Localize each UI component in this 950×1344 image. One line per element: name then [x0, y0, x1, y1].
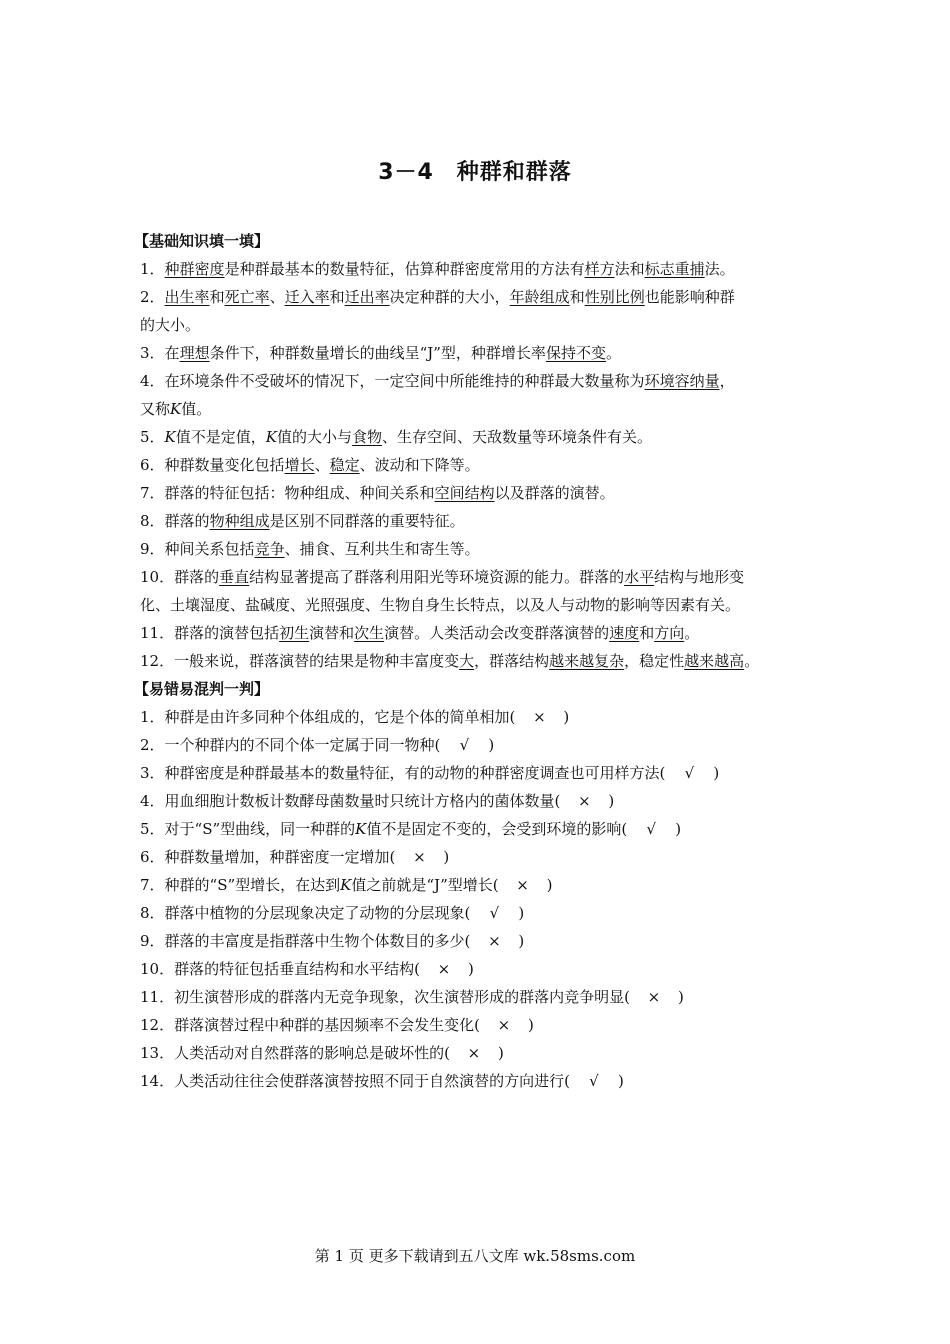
- cross-mark: ×: [437, 960, 451, 978]
- item-number: 9．: [140, 932, 165, 950]
- blank-answer: 食物: [352, 428, 383, 446]
- section-heading-basics: 【基础知识填一填】: [134, 232, 270, 250]
- text-segment: 和: [639, 624, 655, 642]
- close-paren: ): [518, 932, 525, 950]
- close-paren: ): [527, 1016, 534, 1034]
- statement-text: 种群是由许多同种个体组成的，它是个体的简单相加(: [164, 708, 516, 726]
- close-paren: ): [608, 792, 615, 810]
- blank-answer: 性别比例: [584, 288, 645, 306]
- blank-answer: 稳定: [329, 456, 360, 474]
- judge-item-4: [140, 787, 830, 815]
- blank-answer: 迁出率: [344, 288, 390, 306]
- blank-answer: 理想: [179, 344, 210, 362]
- text-segment: 种间关系包括: [164, 540, 255, 558]
- text-segment: 决定种群的大小，: [389, 288, 510, 306]
- blank-answer: 空间结构: [434, 484, 495, 502]
- text-segment: 和: [329, 288, 345, 306]
- statement-text: 值不是固定不变的，会受到环境的影响(: [366, 820, 628, 838]
- text-segment: 以及群落的演替。: [494, 484, 615, 502]
- blank-answer: 方向: [654, 624, 685, 642]
- blank-answer: 出生率: [164, 288, 210, 306]
- text-segment: 群落的: [164, 512, 210, 530]
- item-number: 7．: [140, 484, 165, 502]
- fill-item-12: [140, 647, 830, 675]
- cross-mark: ×: [488, 932, 501, 950]
- judge-item-5: [140, 815, 830, 843]
- item-number: 11．: [140, 988, 175, 1006]
- blank-answer: 水平: [624, 568, 655, 586]
- text-segment: 值的大小与: [277, 428, 353, 446]
- judge-item-3: [140, 759, 830, 787]
- text-segment: 和: [209, 288, 225, 306]
- text-segment: 。: [605, 344, 621, 362]
- close-paren: ): [497, 1044, 504, 1062]
- item-number: 9．: [140, 540, 165, 558]
- item-number: 11．: [140, 624, 175, 642]
- text-segment: 化、土壤湿度、盐碱度、光照强度、生物自身生长特点，以及人与动物的影响等因素有关。: [140, 596, 741, 614]
- judge-item-6: [140, 843, 830, 871]
- fill-item-3: [140, 339, 830, 367]
- judge-item-2: [140, 731, 830, 759]
- text-segment: 群落的: [174, 568, 220, 586]
- close-paren: ): [467, 960, 474, 978]
- statement-text: 人类活动往往会使群落演替按照不同于自然演替的方向进行(: [174, 1072, 570, 1090]
- judge-item-9: [140, 927, 830, 955]
- judge-item-13: [140, 1039, 830, 1067]
- judge-item-14: [140, 1067, 830, 1095]
- blank-answer: 标志重捕: [644, 260, 705, 278]
- judge-item-10: [140, 955, 830, 983]
- fill-item-10-continued: [140, 591, 830, 619]
- text-segment: 群落的演替包括: [174, 624, 280, 642]
- blank-answer: 增长: [284, 456, 315, 474]
- fill-item-7: [140, 479, 830, 507]
- statement-text: 初生演替形成的群落内无竞争现象，次生演替形成的群落内竞争明显(: [174, 988, 630, 1006]
- text-segment: 在: [164, 344, 180, 362]
- blank-answer: 种群密度: [164, 260, 225, 278]
- fill-item-10: [140, 563, 830, 591]
- item-number: 8．: [140, 904, 165, 922]
- item-number: 10．: [140, 960, 175, 978]
- text-segment: 是种群最基本的数量特征，估算种群密度常用的方法有: [224, 260, 585, 278]
- item-number: 3．: [140, 764, 165, 782]
- item-number: 3．: [140, 344, 165, 362]
- fill-item-9: [140, 535, 830, 563]
- section-heading-judge: 【易错易混判一判】: [134, 680, 270, 698]
- blank-answer: 死亡率: [224, 288, 270, 306]
- blank-answer: 竞争: [254, 540, 285, 558]
- text-segment: 群落的特征包括：物种组成、种间关系和: [164, 484, 435, 502]
- statement-text: 群落中植物的分层现象决定了动物的分层现象(: [164, 904, 471, 922]
- cross-mark: ×: [467, 1044, 481, 1062]
- k-symbol: K: [340, 876, 352, 894]
- blank-answer: 样方: [584, 260, 615, 278]
- statement-text: 值之前就是“J”型增长(: [351, 876, 499, 894]
- close-paren: ): [443, 848, 450, 866]
- blank-answer: 大: [459, 652, 475, 670]
- judge-item-8: [140, 899, 830, 927]
- blank-answer: 越来越高: [684, 652, 745, 670]
- text-segment: ，稳定性: [624, 652, 685, 670]
- text-segment: ，群落结构: [474, 652, 550, 670]
- text-segment: 、波动和下降等。: [359, 456, 480, 474]
- statement-text: 一个种群内的不同个体一定属于同一物种(: [164, 736, 441, 754]
- item-number: 7．: [140, 876, 165, 894]
- text-segment: 、: [314, 456, 330, 474]
- cross-mark: ×: [578, 792, 591, 810]
- close-paren: ): [677, 988, 684, 1006]
- item-number: 1．: [140, 260, 165, 278]
- fill-item-11: [140, 619, 830, 647]
- fill-item-2-continued: [140, 311, 830, 339]
- check-mark: √: [684, 764, 695, 782]
- item-number: 6．: [140, 848, 165, 866]
- text-segment: 结构与地形变: [654, 568, 745, 586]
- page-title: 3－4 种群和群落: [378, 160, 572, 185]
- blank-answer: 速度: [609, 624, 640, 642]
- page-footer: 第 1 页 更多下载请到五八文库 wk.58sms.com: [314, 1247, 636, 1265]
- item-number: 8．: [140, 512, 165, 530]
- item-number: 12．: [140, 1016, 175, 1034]
- fill-item-4-continued: [140, 395, 830, 423]
- blank-answer: 环境容纳量: [644, 372, 720, 390]
- statement-text: 种群的“S”型增长，在达到: [164, 876, 341, 894]
- item-number: 1．: [140, 708, 165, 726]
- item-number: 14．: [140, 1072, 175, 1090]
- text-segment: 法。: [704, 260, 735, 278]
- item-number: 13．: [140, 1044, 175, 1062]
- text-segment: ，: [719, 372, 735, 390]
- text-segment: 种群数量变化包括: [164, 456, 285, 474]
- statement-text: 用血细胞计数板计数酵母菌数量时只统计方格内的菌体数量(: [164, 792, 561, 810]
- fill-item-8: [140, 507, 830, 535]
- statement-text: 种群密度是种群最基本的数量特征，有的动物的种群密度调查也可用样方法(: [164, 764, 666, 782]
- k-symbol: K: [355, 820, 367, 838]
- fill-item-4: [140, 367, 830, 395]
- statement-text: 群落的特征包括垂直结构和水平结构(: [174, 960, 420, 978]
- close-paren: ): [675, 820, 682, 838]
- cross-mark: ×: [413, 848, 426, 866]
- cross-mark: ×: [497, 1016, 511, 1034]
- text-segment: 结构显著提高了群落利用阳光等环境资源的能力。群落的: [249, 568, 625, 586]
- text-segment: 。: [744, 652, 760, 670]
- blank-answer: 越来越复杂: [549, 652, 625, 670]
- blank-answer: 次生: [354, 624, 385, 642]
- statement-text: 人类活动对自然群落的影响总是破坏性的(: [174, 1044, 450, 1062]
- text-segment: 和: [569, 288, 585, 306]
- text-segment: 条件下，种群数量增长的曲线呈“J”型，种群增长率: [209, 344, 546, 362]
- text-segment: 的大小。: [140, 316, 201, 334]
- text-segment: 、生存空间、天敌数量等环境条件有关。: [382, 428, 653, 446]
- cross-mark: ×: [533, 708, 546, 726]
- check-mark: √: [459, 736, 470, 754]
- text-segment: 在环境条件不受破坏的情况下，一定空间中所能维持的种群最大数量称为: [164, 372, 645, 390]
- blank-answer: 初生: [279, 624, 310, 642]
- text-segment: 法和: [614, 260, 645, 278]
- item-number: 12．: [140, 652, 175, 670]
- judge-item-7: [140, 871, 830, 899]
- statement-text: 种群数量增加，种群密度一定增加(: [164, 848, 396, 866]
- item-number: 2．: [140, 288, 165, 306]
- text-segment: K: [164, 428, 176, 446]
- close-paren: ): [617, 1072, 624, 1090]
- blank-answer: 迁入率: [284, 288, 330, 306]
- blank-answer: 垂直: [219, 568, 250, 586]
- text-segment: 是区别不同群落的重要特征。: [269, 512, 465, 530]
- judge-list: [140, 703, 830, 1095]
- cross-mark: ×: [516, 876, 529, 894]
- judge-item-11: [140, 983, 830, 1011]
- item-number: 4．: [140, 792, 165, 810]
- item-number: 5．: [140, 820, 165, 838]
- check-mark: √: [489, 904, 500, 922]
- basics-list: [140, 255, 830, 675]
- close-paren: ): [518, 904, 525, 922]
- text-segment: 又称: [140, 400, 171, 418]
- text-segment: 一般来说，群落演替的结果是物种丰富度变: [174, 652, 460, 670]
- check-mark: √: [646, 820, 657, 838]
- item-number: 5．: [140, 428, 165, 446]
- text-segment: 值。: [181, 400, 212, 418]
- text-segment: 、捕食、互利共生和寄生等。: [284, 540, 480, 558]
- statement-text: 群落演替过程中种群的基因频率不会发生变化(: [174, 1016, 480, 1034]
- item-number: 10．: [140, 568, 175, 586]
- check-mark: √: [589, 1072, 599, 1090]
- text-segment: 演替和: [309, 624, 355, 642]
- cross-mark: ×: [647, 988, 661, 1006]
- content: [134, 227, 830, 1095]
- fill-item-5: [140, 423, 830, 451]
- fill-item-6: [140, 451, 830, 479]
- close-paren: ): [713, 764, 720, 782]
- judge-item-1: [140, 703, 830, 731]
- text-segment: 、: [269, 288, 285, 306]
- fill-item-2: [140, 283, 830, 311]
- statement-text: 对于“S”型曲线，同一种群的: [164, 820, 356, 838]
- item-number: 4．: [140, 372, 165, 390]
- close-paren: ): [546, 876, 553, 894]
- text-segment: 也能影响种群: [644, 288, 735, 306]
- statement-text: 群落的丰富度是指群落中生物个体数目的多少(: [164, 932, 471, 950]
- blank-answer: 年龄组成: [509, 288, 570, 306]
- judge-item-12: [140, 1011, 830, 1039]
- item-number: 2．: [140, 736, 165, 754]
- blank-answer: 物种组成: [209, 512, 270, 530]
- text-segment: K: [170, 400, 182, 418]
- item-number: 6．: [140, 456, 165, 474]
- blank-answer: 保持不变: [545, 344, 606, 362]
- text-segment: 值不是定值，: [175, 428, 266, 446]
- text-segment: K: [265, 428, 277, 446]
- close-paren: ): [563, 708, 570, 726]
- close-paren: ): [488, 736, 495, 754]
- text-segment: 。: [684, 624, 700, 642]
- text-segment: 演替。人类活动会改变群落演替的: [384, 624, 610, 642]
- fill-item-1: [140, 255, 830, 283]
